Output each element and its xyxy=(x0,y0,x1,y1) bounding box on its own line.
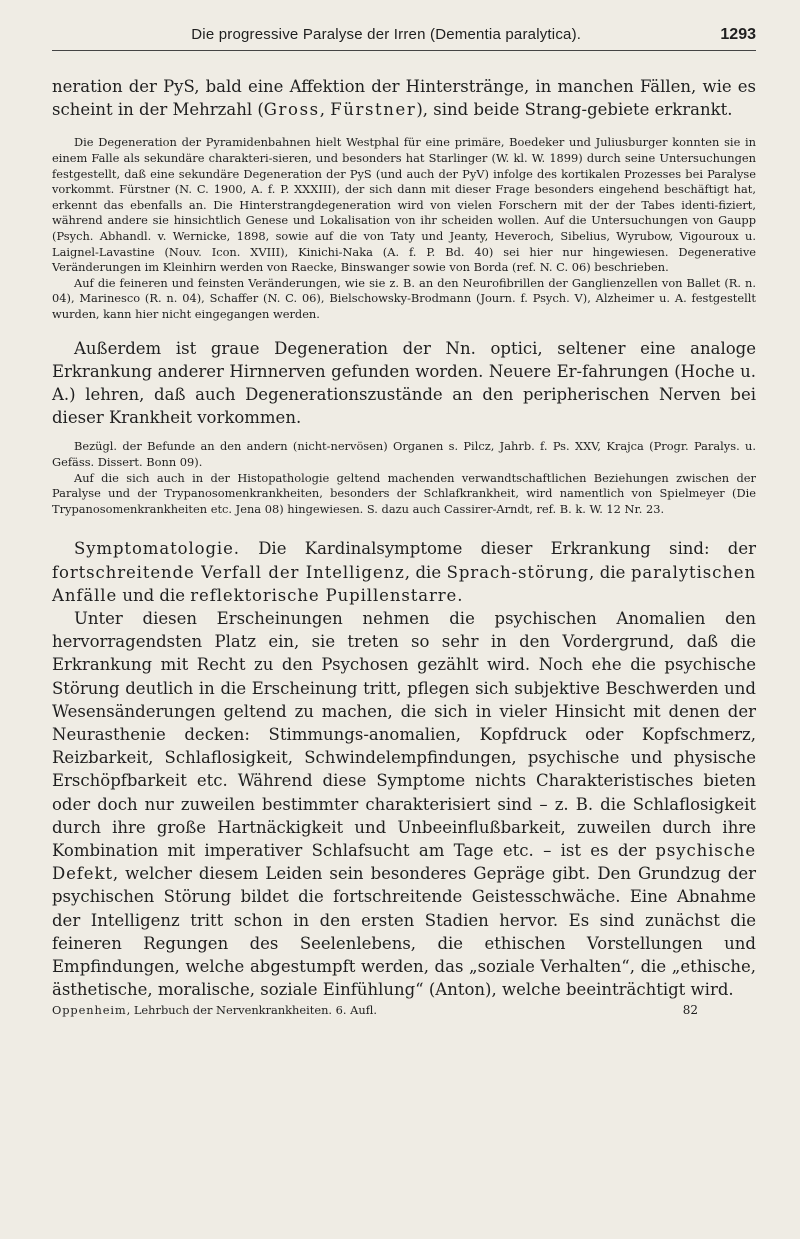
note-organe: Bezügl. der Befunde an den andern (nicht-nervösen) Organen s. Pilcz, Jahrb. f. Ps. XXV, Krajca (Progr. Paralys. u. Gefäss. Dissert. Bonn 09). xyxy=(52,439,756,469)
running-title: Die progressive Paralyse der Irren (Dementia paralytica). xyxy=(191,26,582,43)
paragraph-text: , die xyxy=(404,562,447,582)
paragraph-hinterstrang xyxy=(52,75,756,121)
emphasis-text: reflektorische Pupillenstarre xyxy=(190,585,458,605)
paragraph-text: , xyxy=(319,100,331,120)
emphasis-text: paralytischen Anfälle xyxy=(52,562,756,605)
paragraph-text: Unter diesen Erscheinungen nehmen die psychischen Anomalien den hervorragendsten Platz ein, sie treten so sehr in den Vordergrund, daß die Erkrankung mit Recht zu den Psychosen gezählt wird. Noch ehe die psychische Störung deutlich in die Erscheinung tritt, pflegen sich subjektive Beschwerden und Wesensänderungen geltend zu machen, die sich in vieler Hinsicht mit denen der Neurasthenie decken: Stimmungs-anomalien, Kopfdruck oder Kopfschmerz, Reizbarkeit, Schlaflosigkeit, Schwindelempfindungen, psychische und physische Erschöpfbarkeit etc. Während diese Symptome nichts Charakteristisches bieten oder doch nur zuweilen bestimmter charakterisiert sind – z. B. die Schlaflosigkeit durch ihre große Hartnäckigkeit und Unbeeinflußbarkeit, zuweilen durch ihre Kombination mit imperativer Schlafsucht am Tage etc. – ist es der xyxy=(52,608,756,860)
paragraph-text: ), sind beide Strang-gebiete erkrankt. xyxy=(416,100,733,120)
paragraph-text: , welcher diesem Leiden sein besonderes Gepräge gibt. Den Grundzug der psychischen Störung bildet die fortschreitende Geistesschwäche. Eine Abnahme der Intelligenz tritt schon in den ersten Stadien hervor. Es sind zunächst die feineren Regungen des Seelenlebens, die ethischen Vorstellungen und Empfindungen, welche abgestumpft werden, das „soziale Verhalten“, die „ethische, ästhetische, moralische, soziale Einfühlung“ (Anton), welche beeinträchtigt wird. xyxy=(52,864,756,1000)
footer-author: Oppenheim xyxy=(52,1003,127,1018)
running-header xyxy=(52,0,756,51)
author-name: Gross xyxy=(263,100,320,120)
paragraph-text: und die xyxy=(117,585,191,605)
emphasis-text: fortschreitende Verfall der Intelligenz xyxy=(52,562,405,582)
paragraph-text: neration der PyS, bald eine Affektion der Hinterstränge, in manchen Fällen, wie es scheint in der Mehrzahl ( xyxy=(52,77,756,120)
paragraph-text: Die Kardinalsymptome dieser Erkrankung sind: der xyxy=(239,539,756,559)
paragraph-text: . xyxy=(457,585,463,605)
footer-citation xyxy=(52,1003,377,1018)
paragraph-psychische-anomalien xyxy=(52,607,756,1001)
note-pyramidenbahnen: Die Degeneration der Pyramidenbahnen hielt Westphal für eine primäre, Boedeker und Juliusburger konnten sie in einem Falle als sekundäre charakteri-sieren, und besonders hat Starlinger (W. kl. W. 1899) durch seine Untersuchungen festgestellt, daß eine sekundäre Degeneration der PyS (und auch der PyV) infolge des kortikalen Prozesses bei Paralyse vorkommt. Fürstner (N. C. 1900, A. f. P. XXXIII), der sich dann mit dieser Frage besonders eingehend beschäftigt hat, erkennt das ebenfalls an. Die Hinterstrangdegeneration wird von vielen Forschern mit der der Tabes identi-fiziert, während andere sie hinsichtlich Genese und Lokalisation von ihr scheiden wollen. Auf die Untersuchungen von Gaupp (Psych. Abhandl. v. Wernicke, 1898, sowie auf die von Taty und Jeanty, Heveroch, Sibelius, Wyrubow, Vigouroux u. Laignel-Lavastine (Nouv. Icon. XVIII), Kinichi-Naka (A. f. P. Bd. 40) sei hier nur hingewiesen. Degenerative Veränderungen im Kleinhirn werden von Raecke, Binswanger sowie von Borda (ref. N. C. 06) beschrieben. xyxy=(52,135,756,275)
page-footer xyxy=(52,1003,756,1018)
note-neurofibrillen: Auf die feineren und feinsten Veränderungen, wie sie z. B. an den Neurofibrillen der Ganglienzellen von Ballet (R. n. 04), Marinesco (R. n. 04), Schaffer (N. C. 06), Bielschowsky-Brodmann (Journ. f. Psych. V), Alzheimer u. A. festgestellt wurden, kann hier nicht eingegangen werden. xyxy=(52,275,756,321)
paragraph-symptomatologie xyxy=(52,537,756,607)
emphasis-text: Sprach-störung xyxy=(446,562,589,582)
author-name: Fürstner xyxy=(330,100,417,120)
paragraph-text: , die xyxy=(589,562,631,582)
sheet-signature: 82 xyxy=(682,1003,698,1018)
paragraph-optici: Außerdem ist graue Degeneration der Nn. optici, seltener eine analoge Erkrankung anderer Hirnnerven gefunden worden. Neuere Er-fahrungen (Hoche u. A.) lehren, daß auch Degenerationszustände an den peripherischen Nerven bei dieser Krankheit vorkommen. xyxy=(52,338,756,428)
section-heading: Symptomatologie. xyxy=(74,539,240,559)
note-trypanosomen: Auf die sich auch in der Histopathologie geltend machenden verwandtschaftlichen Beziehungen zwischen der Paralyse und der Trypanosomenkrankheiten, besonders der Schlafkrankheit, wird namentlich von Spielmeyer (Die Trypanosomenkrankheiten etc. Jena 08) hingewiesen. S. dazu auch Cassirer-Arndt, ref. B. k. W. 12 Nr. 23. xyxy=(52,470,756,516)
emphasis-text: psychische Defekt xyxy=(52,840,756,884)
footer-book: , Lehrbuch der Nervenkrankheiten. 6. Aufl. xyxy=(126,1003,377,1018)
page-number: 1293 xyxy=(720,26,756,43)
